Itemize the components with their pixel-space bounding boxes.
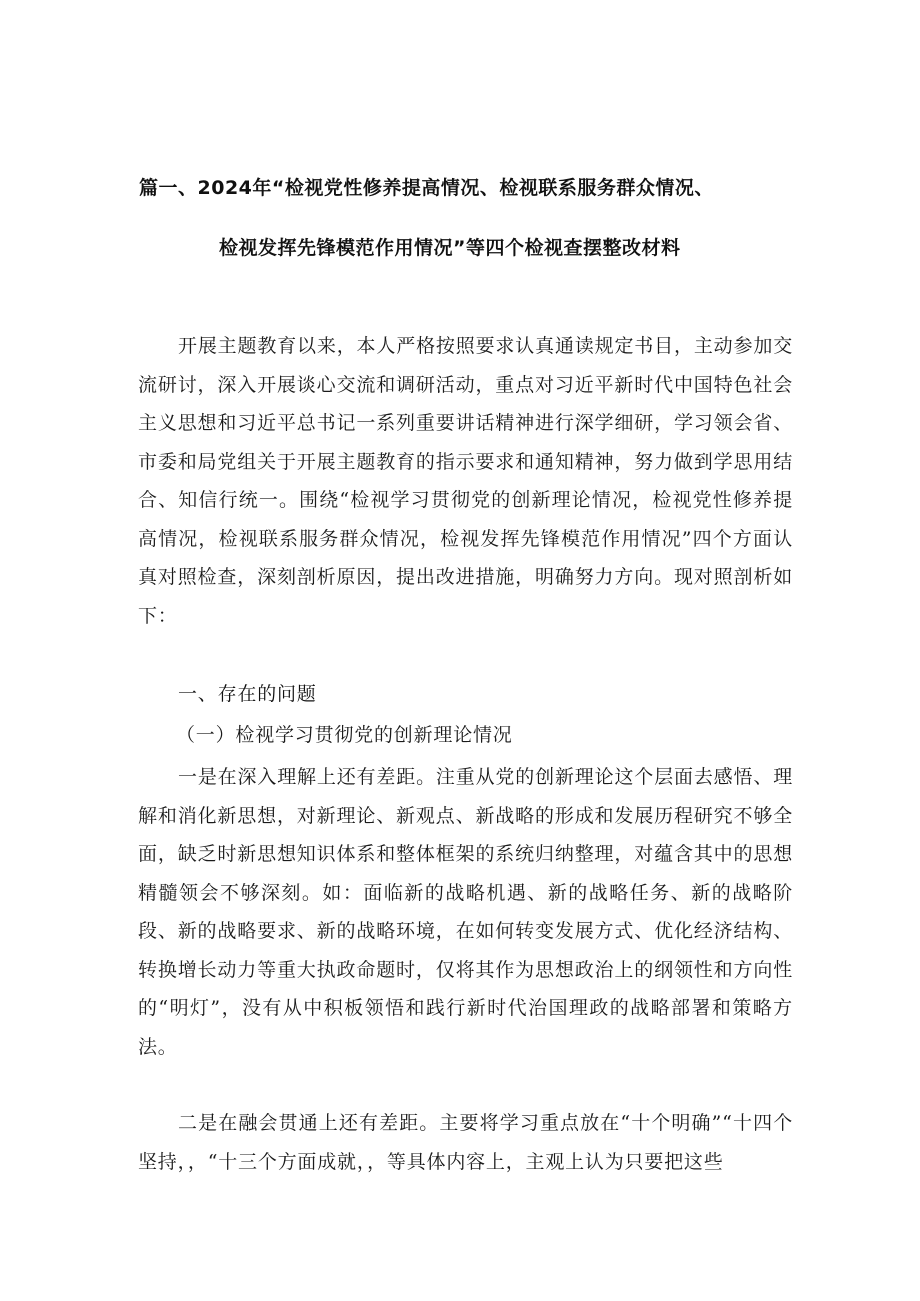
document-title-line-1: 篇一、2024年“检视党性修养提高情况、检视联系服务群众情况、 [139, 177, 714, 199]
subsection-heading: （一）检视学习贯彻党的创新理论情况 [176, 724, 513, 746]
intro-paragraph: 开展主题教育以来，本人严格按照要求认真通读规定书目，主动参加交流研讨，深入开展谈心交流和调研活动，重点对习近平新时代中国特色社会主义思想和习近平总书记一系列重要讲话精神进行深学细研，学习领会省、市委和局党组关于开展主题教育的指示要求和通知精神，努力做到学思用结合、知信行统一。围绕“检视学习贯彻党的创新理论情况，检视党性修养提高情况，检视联系服务群众情况，检视发挥先锋模范作用情况”四个方面认真对照检查，深刻剖析原因，提出改进措施，明确努力方向。现对照剖析如下： [138, 335, 793, 627]
paragraph-point-two: 二是在融会贯通上还有差距。主要将学习重点放在“十个明确”“十四个坚持，，“十三个方面成就，，等具体内容上，主观上认为只要把这些 [138, 1112, 793, 1173]
section-heading: 一、存在的问题 [178, 683, 317, 705]
document-title-line-2: 检视发挥先锋模范作用情况”等四个检视查摆整改材料 [219, 237, 681, 259]
paragraph-point-one: 一是在深入理解上还有差距。注重从党的创新理论这个层面去感悟、理解和消化新思想，对新理论、新观点、新战略的形成和发展历程研究不够全面，缺乏时新思想知识体系和整体框架的系统归纳整理，对蕴含其中的思想精髓领会不够深刻。如：面临新的战略机遇、新的战略任务、新的战略阶段、新的战略要求、新的战略环境，在如何转变发展方式、优化经济结构、转换增长动力等重大执政命题时，仅将其作为思想政治上的纲领性和方向性的“明灯”，没有从中积板领悟和践行新时代治国理政的战略部署和策略方法。 [138, 766, 793, 1058]
